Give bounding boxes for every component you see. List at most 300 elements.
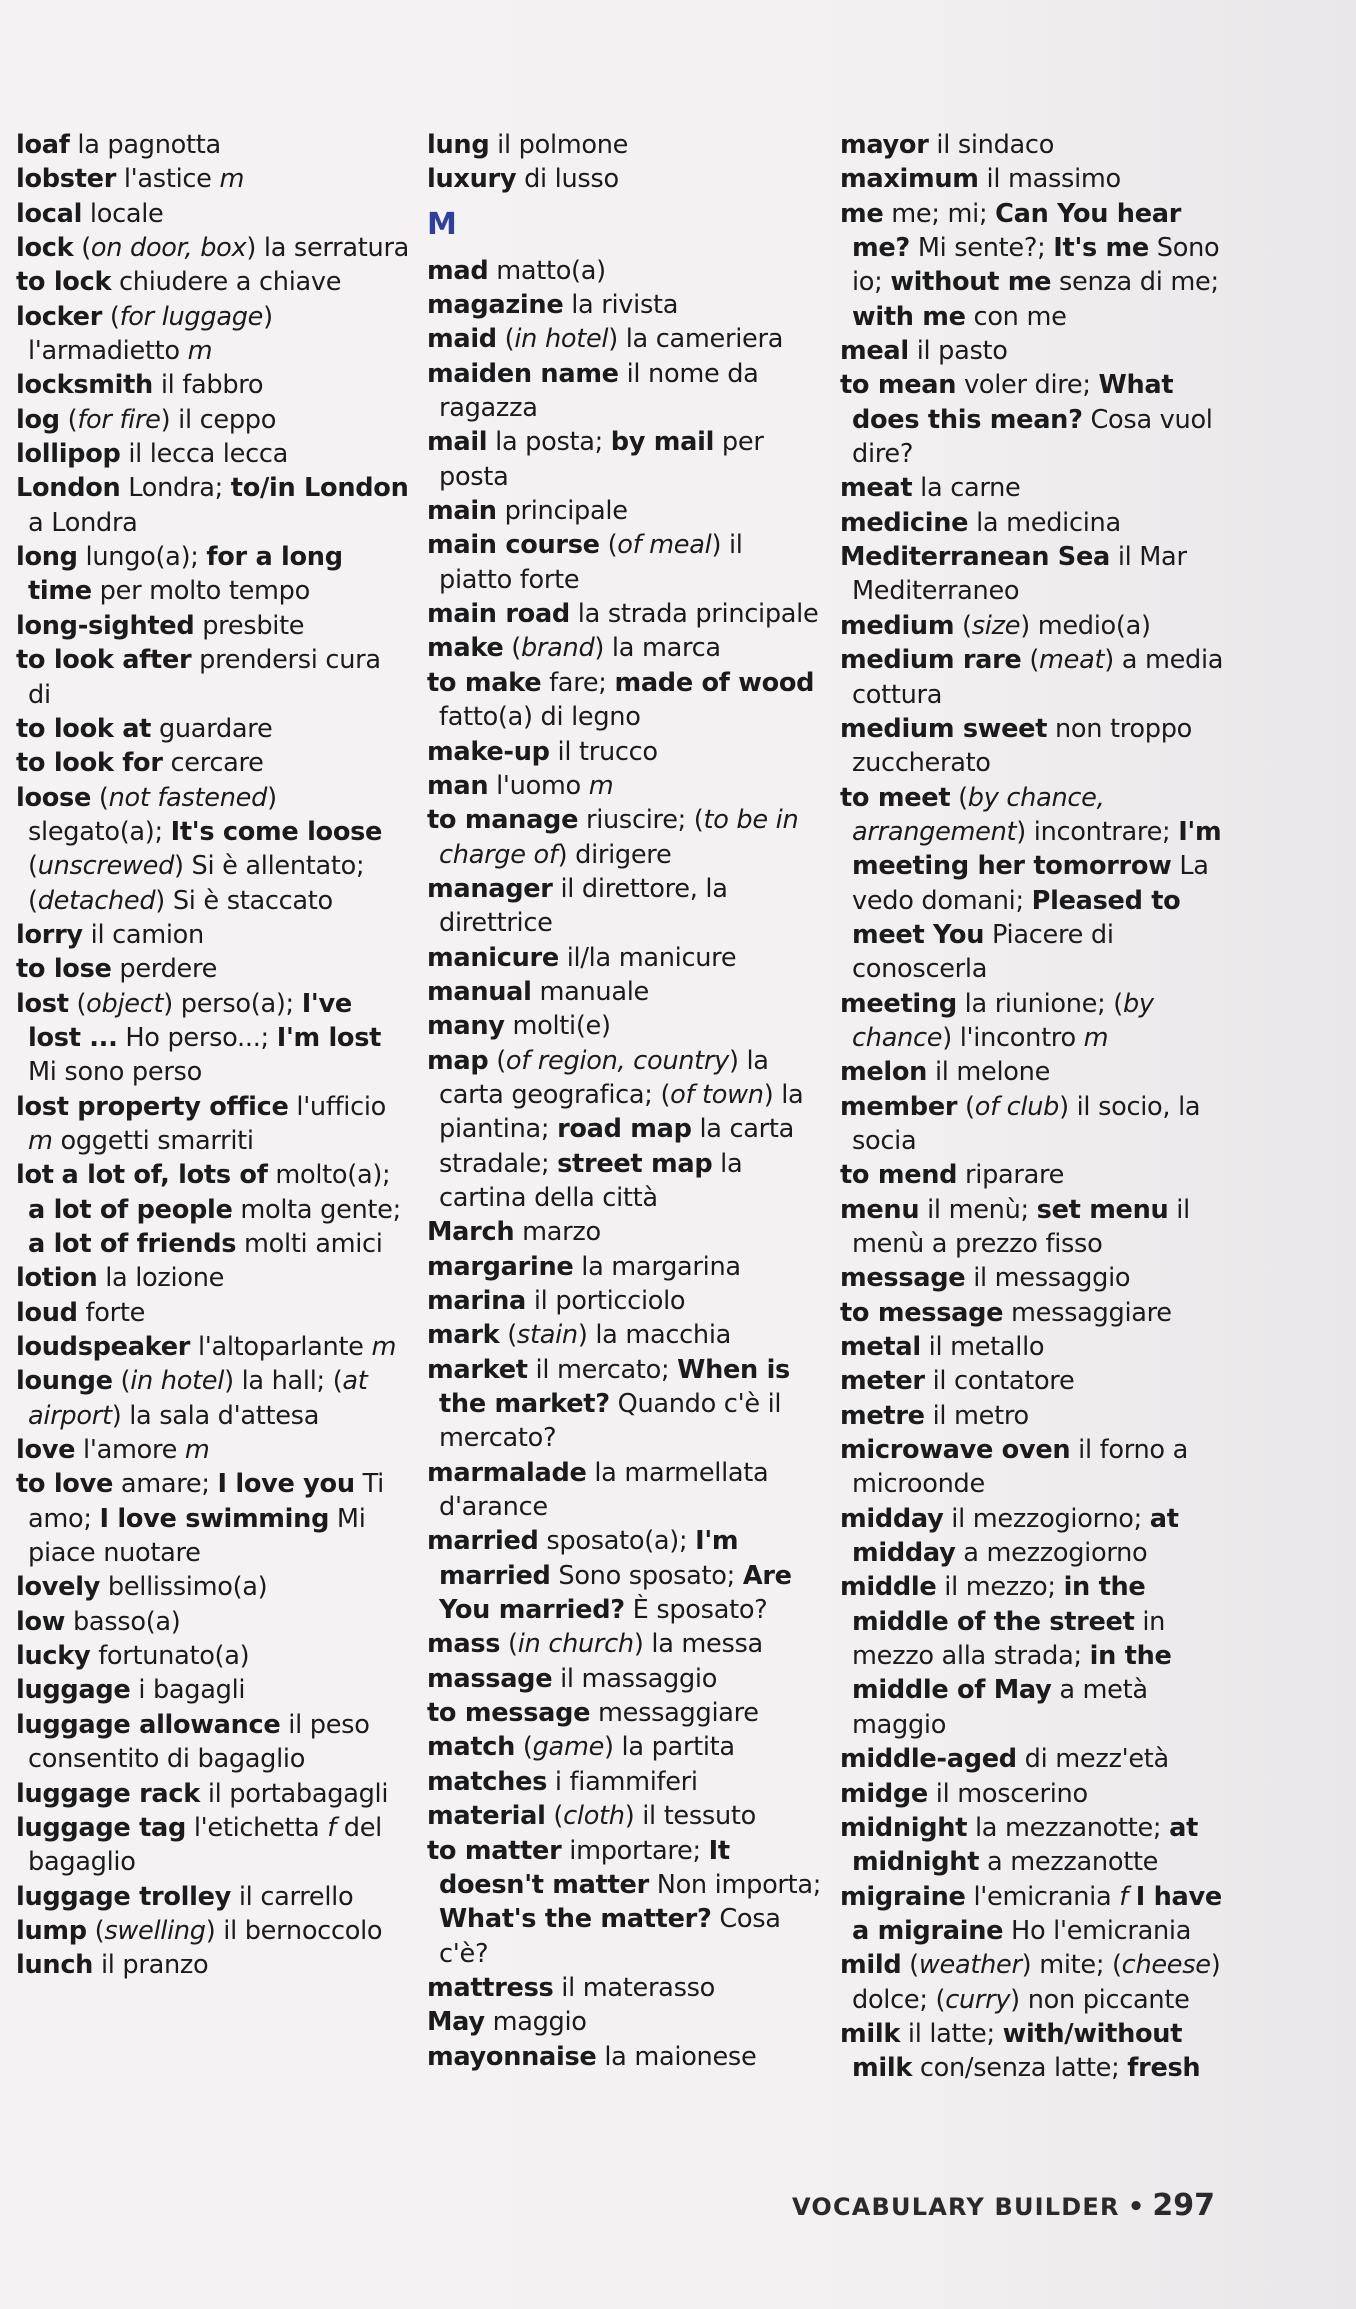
headword: man — [427, 770, 489, 801]
headword: to lock — [16, 267, 112, 298]
headword: maiden name — [427, 358, 619, 389]
headword: mayor — [840, 130, 929, 160]
headword: luggage trolley — [16, 1881, 232, 1912]
translation: ) la macchia — [577, 1320, 732, 1351]
dictionary-entry — [16, 1777, 411, 1811]
dictionary-entry — [840, 643, 1235, 712]
headword: lovely — [16, 1572, 101, 1603]
dictionary-entry — [427, 322, 822, 356]
translation: il/la manicure — [558, 942, 737, 973]
translation: ( — [59, 404, 78, 435]
headword: luggage tag — [16, 1812, 187, 1843]
headword: I've lost ... — [28, 988, 352, 1053]
grammar-note: game — [532, 1732, 605, 1763]
translation: ) l'incontro — [942, 1022, 1084, 1053]
grammar-note: brand — [520, 633, 595, 664]
headword: metal — [840, 1332, 921, 1363]
translation: ) slegato(a); — [28, 782, 277, 847]
grammar-note: f — [1119, 1881, 1128, 1912]
translation: il camion — [82, 919, 204, 950]
dictionary-entry — [840, 1880, 1235, 1949]
headword: mark — [427, 1320, 500, 1351]
dictionary-entry — [840, 1811, 1235, 1880]
translation: ( — [102, 301, 120, 332]
headword: melon — [840, 1057, 928, 1088]
dictionary-entry — [840, 162, 1235, 196]
headword: to message — [427, 1698, 591, 1729]
headword: medium rare — [840, 645, 1022, 676]
headword: What does this mean? — [852, 370, 1174, 435]
dictionary-entry — [16, 643, 411, 712]
letter-heading — [427, 208, 822, 242]
headword: I'm married — [439, 1526, 739, 1591]
dictionary-entry — [840, 1090, 1235, 1159]
headword: to look at — [16, 713, 152, 744]
grammar-note: of town — [670, 1079, 764, 1110]
translation: il lecca lecca — [120, 439, 288, 470]
translation: riuscire; ( — [578, 805, 704, 836]
dictionary-entry — [427, 1799, 822, 1833]
headword: a lot of, lots of — [61, 1160, 268, 1191]
dictionary-entry — [427, 528, 822, 597]
translation: lungo(a); — [77, 542, 207, 573]
dictionary-entry — [840, 1948, 1235, 2017]
grammar-note: detached — [37, 885, 156, 916]
translation: ( — [496, 324, 515, 355]
headword: set menu — [1036, 1194, 1169, 1225]
headword: middle — [840, 1572, 937, 1603]
headword: maximum — [840, 164, 979, 195]
dictionary-entry — [840, 2017, 1235, 2086]
headword: migraine — [840, 1881, 966, 1912]
grammar-note: m — [184, 1435, 210, 1466]
dictionary-entry — [427, 803, 822, 872]
headword: midday — [840, 1503, 944, 1534]
translation: Ti amo; — [28, 1469, 384, 1534]
headword: to mean — [840, 370, 957, 401]
grammar-note: m — [371, 1332, 397, 1363]
headword: with/without milk — [852, 2018, 1183, 2084]
dictionary-entry — [16, 1296, 411, 1330]
headword: Mediterranean Sea — [840, 542, 1110, 573]
headword: to look after — [16, 645, 192, 676]
headword: to lose — [16, 954, 112, 985]
translation: ( — [73, 233, 91, 264]
translation: il portabagagli — [199, 1778, 389, 1809]
dictionary-entry — [16, 1811, 411, 1880]
translation: Cosa vuol dire? — [852, 404, 1213, 470]
dictionary-entry — [840, 1055, 1235, 1089]
dictionary-entry — [16, 918, 411, 952]
headword: marmalade — [427, 1457, 587, 1488]
dictionary-entry — [16, 987, 411, 1090]
translation: ( — [954, 610, 972, 641]
dictionary-entry — [16, 437, 411, 471]
dictionary-entry — [16, 403, 411, 437]
grammar-note: m — [187, 336, 213, 367]
dictionary-entry — [840, 334, 1235, 368]
headword: to/in London — [230, 473, 409, 504]
headword: luxury — [427, 164, 517, 195]
dictionary-entry — [840, 1433, 1235, 1502]
headword: luggage rack — [16, 1778, 200, 1809]
headword: material — [427, 1801, 546, 1832]
translation: ) dolce; ( — [852, 1950, 1221, 2015]
headword: with me — [852, 301, 966, 332]
headword: to mend — [840, 1160, 958, 1191]
translation: amare; — [113, 1469, 218, 1500]
headword: loud — [16, 1297, 78, 1328]
dictionary-entry — [427, 1696, 822, 1730]
translation: ( — [901, 1950, 919, 1981]
headword: message — [840, 1263, 966, 1294]
translation: i fiammiferi — [547, 1766, 698, 1797]
headword: lock — [16, 233, 74, 264]
headword: market — [427, 1354, 528, 1385]
headword: long — [16, 542, 78, 573]
dictionary-entry — [16, 1330, 411, 1364]
translation: il peso consentito di bagaglio — [28, 1709, 370, 1775]
footer-title: VOCABULARY BUILDER — [792, 2193, 1120, 2221]
translation: la carta stradale; — [439, 1114, 795, 1179]
dictionary-entry — [16, 1639, 411, 1673]
grammar-note: to be in charge of — [439, 805, 799, 870]
translation: ) il ceppo — [160, 404, 277, 435]
translation: ) la marca — [594, 633, 721, 664]
translation: sposato(a); — [538, 1526, 696, 1557]
dictionary-entry — [16, 1364, 411, 1433]
grammar-note: cloth — [563, 1801, 625, 1832]
headword: It's me — [1053, 233, 1149, 264]
headword: lobster — [16, 164, 117, 195]
headword: by mail — [610, 427, 715, 458]
headword: me — [840, 198, 884, 229]
translation: maggio — [484, 2007, 587, 2038]
headword: main course — [427, 530, 600, 561]
headword: locksmith — [16, 370, 153, 401]
headword: meeting — [840, 988, 957, 1019]
grammar-note: in hotel — [514, 324, 609, 355]
translation: con me — [965, 301, 1067, 332]
dictionary-entry — [16, 1570, 411, 1604]
translation — [1128, 1882, 1136, 1912]
grammar-note: unscrewed — [37, 851, 175, 882]
dictionary-entry — [427, 1971, 822, 2005]
translation: il carrello — [231, 1881, 354, 1912]
translation: riparare — [957, 1160, 1065, 1191]
translation: a mezzanotte — [979, 1847, 1159, 1878]
dictionary-entry — [840, 987, 1235, 1056]
translation: ( — [68, 988, 87, 1019]
translation: molti amici — [236, 1229, 383, 1259]
headword: lost property office — [16, 1091, 289, 1122]
translation: i bagagli — [130, 1675, 246, 1706]
translation: bellissimo(a) — [100, 1572, 268, 1603]
translation: ) perso(a); — [163, 988, 302, 1019]
grammar-note: size — [971, 610, 1021, 641]
headword: I have a migraine — [852, 1881, 1222, 1946]
translation: ( — [950, 782, 968, 813]
headword: milk — [840, 2018, 901, 2049]
headword: a lot of people — [28, 1194, 233, 1225]
dictionary-entry — [427, 666, 822, 735]
grammar-note: not fastened — [108, 782, 268, 813]
translation: ) la carta geografica; ( — [439, 1045, 769, 1110]
headword: make — [427, 633, 504, 664]
translation: forte — [77, 1297, 146, 1328]
dictionary-entry — [427, 631, 822, 665]
translation: ) dirigere — [557, 839, 672, 870]
headword: lollipop — [16, 439, 121, 470]
headword: middle-aged — [840, 1744, 1017, 1775]
page-number: 297 — [1152, 2188, 1215, 2223]
dictionary-entry — [427, 288, 822, 322]
translation: ) non piccante — [1010, 1984, 1190, 2015]
translation: prendersi cura di — [28, 645, 381, 710]
dictionary-entry — [427, 1215, 822, 1249]
dictionary-entry — [840, 1399, 1235, 1433]
translation: ( — [545, 1801, 564, 1832]
grammar-note: f — [327, 1812, 336, 1843]
dictionary-entry — [427, 941, 822, 975]
headword: midge — [840, 1778, 928, 1809]
headword: I'm meeting her tomorrow — [852, 816, 1222, 882]
dictionary-entry — [16, 231, 411, 265]
dictionary-entry — [840, 1193, 1235, 1262]
grammar-note: m — [219, 164, 245, 195]
dictionary-entry — [427, 2005, 822, 2039]
page-footer — [792, 2188, 1215, 2223]
dictionary-entry — [16, 368, 411, 402]
headword: meter — [840, 1366, 925, 1397]
translation: non troppo zuccherato — [852, 713, 1193, 779]
translation: ) la sala d'attesa — [111, 1400, 320, 1431]
headword: lost — [16, 988, 69, 1019]
translation: la mezzanotte; — [967, 1812, 1170, 1843]
translation: il porticciolo — [526, 1286, 686, 1316]
grammar-note: swelling — [104, 1915, 206, 1946]
headword: It doesn't matter — [439, 1835, 730, 1900]
dictionary-entry — [16, 746, 411, 780]
headword: many — [427, 1011, 505, 1042]
grammar-note: m — [28, 1125, 53, 1156]
translation: a metà maggio — [852, 1675, 1148, 1740]
translation: chiudere a chiave — [111, 267, 342, 298]
translation — [54, 1160, 62, 1190]
grammar-note: of meal — [617, 530, 712, 561]
translation: per molto tempo — [91, 576, 310, 607]
headword: It's come loose — [170, 816, 383, 847]
headword: a lot of friends — [28, 1229, 237, 1259]
translation: manuale — [531, 976, 649, 1007]
headword: manual — [427, 976, 532, 1007]
translation: molta gente; — [232, 1194, 401, 1225]
dictionary-entry — [427, 1284, 822, 1318]
headword: fresh — [1127, 2053, 1201, 2084]
dictionary-entry — [427, 1456, 822, 1525]
headword: main road — [427, 599, 570, 630]
headword: in the middle of the street — [852, 1572, 1146, 1637]
headword: mattress — [427, 1972, 554, 2003]
grammar-note: cheese — [1121, 1950, 1211, 1981]
translation: È sposato? — [624, 1595, 768, 1626]
translation: il mezzo; — [936, 1572, 1064, 1603]
dictionary-entry — [840, 1570, 1235, 1742]
translation: me; mi; — [883, 198, 996, 229]
headword: make-up — [427, 736, 550, 767]
translation: la marmellata d'arance — [439, 1457, 769, 1523]
translation: l'emicrania — [965, 1881, 1120, 1912]
translation: l'uomo — [488, 770, 589, 801]
headword: mild — [840, 1950, 902, 1981]
translation: la maionese — [596, 2041, 757, 2072]
dictionary-column-2 — [427, 128, 822, 2074]
dictionary-entry — [427, 494, 822, 528]
headword: May — [427, 2007, 485, 2038]
translation: Non importa; — [648, 1869, 822, 1900]
dictionary-entry — [16, 1467, 411, 1570]
translation: ) la hall; ( — [224, 1366, 343, 1397]
translation: oggetti smarriti — [52, 1125, 254, 1156]
translation: fatto(a) di legno — [439, 702, 641, 733]
dictionary-entry — [16, 1880, 411, 1914]
dictionary-entry — [840, 128, 1235, 162]
headword: to message — [840, 1297, 1004, 1328]
translation: ( — [91, 782, 109, 813]
headword: made of wood — [614, 667, 815, 698]
translation: matto(a) — [488, 255, 606, 286]
translation: il messaggio — [965, 1263, 1131, 1294]
headword: mass — [427, 1629, 501, 1660]
headword: lorry — [16, 919, 83, 950]
headword: match — [427, 1732, 516, 1763]
translation: la margarina — [573, 1251, 741, 1282]
headword: log — [16, 404, 60, 435]
dictionary-entry — [16, 471, 411, 540]
translation: il direttore, la direttrice — [439, 873, 728, 939]
dictionary-entry — [16, 1605, 411, 1639]
headword: at midday — [852, 1503, 1179, 1569]
headword: magazine — [427, 290, 564, 321]
headword: manicure — [427, 942, 559, 973]
translation: per posta — [439, 427, 764, 492]
headword: lotion — [16, 1263, 98, 1294]
headword: lucky — [16, 1641, 91, 1672]
translation: la carne — [912, 473, 1021, 504]
dictionary-entry — [16, 609, 411, 643]
translation: l'amore — [75, 1435, 185, 1466]
dictionary-entry — [840, 1502, 1235, 1571]
translation: il moscerino — [927, 1778, 1088, 1809]
translation: fortunato(a) — [90, 1641, 250, 1672]
translation: il pranzo — [93, 1950, 209, 1981]
grammar-note: at airport — [28, 1366, 368, 1431]
dictionary-entry — [16, 300, 411, 369]
dictionary-entry — [840, 712, 1235, 781]
dictionary-entry — [840, 1330, 1235, 1364]
headword: March — [427, 1217, 515, 1248]
translation: Mi piace nuotare — [28, 1503, 366, 1569]
grammar-note: for luggage — [119, 301, 264, 332]
headword: to meet — [840, 782, 951, 813]
translation: la cartina della città — [439, 1148, 743, 1213]
translation: ) il bernoccolo — [205, 1915, 383, 1946]
headword: at midnight — [852, 1812, 1198, 1878]
translation: presbite — [194, 610, 305, 641]
headword: to manage — [427, 805, 579, 836]
dictionary-entry — [840, 1742, 1235, 1776]
translation: il sindaco — [928, 130, 1055, 160]
translation: del bagaglio — [28, 1812, 382, 1878]
translation: a Londra — [28, 507, 138, 538]
headword: I love you — [217, 1469, 355, 1500]
headword: margarine — [427, 1251, 574, 1282]
dictionary-entry — [16, 1090, 411, 1159]
grammar-note: in hotel — [130, 1366, 225, 1397]
translation: il trucco — [549, 736, 658, 767]
dictionary-entry — [16, 162, 411, 196]
dictionary-entry — [16, 781, 411, 918]
translation: marzo — [514, 1217, 601, 1248]
dictionary-entry — [840, 506, 1235, 540]
dictionary-entry — [16, 1261, 411, 1295]
grammar-note: stain — [516, 1320, 578, 1351]
translation: il contatore — [924, 1366, 1075, 1397]
translation: ( — [515, 1732, 533, 1763]
headword: Can You hear me? — [852, 198, 1182, 264]
translation: ( — [86, 1915, 105, 1946]
dictionary-entry — [840, 1261, 1235, 1295]
translation: ( — [599, 530, 618, 561]
translation: il nome da ragazza — [439, 358, 759, 424]
translation: ) il tessuto — [624, 1801, 756, 1832]
translation: il menù a prezzo fisso — [852, 1194, 1190, 1259]
translation: ) incontrare; — [1016, 816, 1179, 847]
headword: in the middle of May — [852, 1641, 1172, 1706]
translation: il metallo — [920, 1332, 1045, 1363]
dictionary-entry — [16, 952, 411, 986]
dictionary-entry — [427, 1662, 822, 1696]
dictionary-entry — [16, 1433, 411, 1467]
headword: manager — [427, 873, 553, 904]
translation: Sono sposato; — [550, 1560, 743, 1591]
translation: ( — [1021, 645, 1040, 676]
translation: fare; — [541, 667, 615, 698]
translation: il fabbro — [152, 370, 264, 401]
headword: loudspeaker — [16, 1332, 191, 1363]
headword: lung — [427, 130, 490, 160]
dictionary-entry — [840, 781, 1235, 987]
translation: il melone — [927, 1057, 1051, 1088]
grammar-note: weather — [918, 1950, 1022, 1981]
headword: I'm lost — [276, 1022, 382, 1053]
translation: in mezzo alla strada; — [852, 1606, 1166, 1672]
dictionary-entry — [16, 1673, 411, 1707]
translation: Mi sente?; — [909, 233, 1054, 264]
translation: il Mar Mediterraneo — [852, 542, 1187, 607]
headword: mail — [427, 427, 488, 458]
headword: marina — [427, 1286, 527, 1316]
headword: to love — [16, 1469, 114, 1500]
translation: ) la messa — [633, 1629, 763, 1660]
headword: loose — [16, 782, 92, 813]
letter-heading-text: M — [427, 206, 457, 242]
grammar-note: curry — [945, 1984, 1011, 2015]
dictionary-entry — [16, 265, 411, 299]
headword: long-sighted — [16, 610, 195, 641]
translation: il polmone — [489, 130, 629, 160]
grammar-note: by chance — [852, 988, 1154, 1053]
